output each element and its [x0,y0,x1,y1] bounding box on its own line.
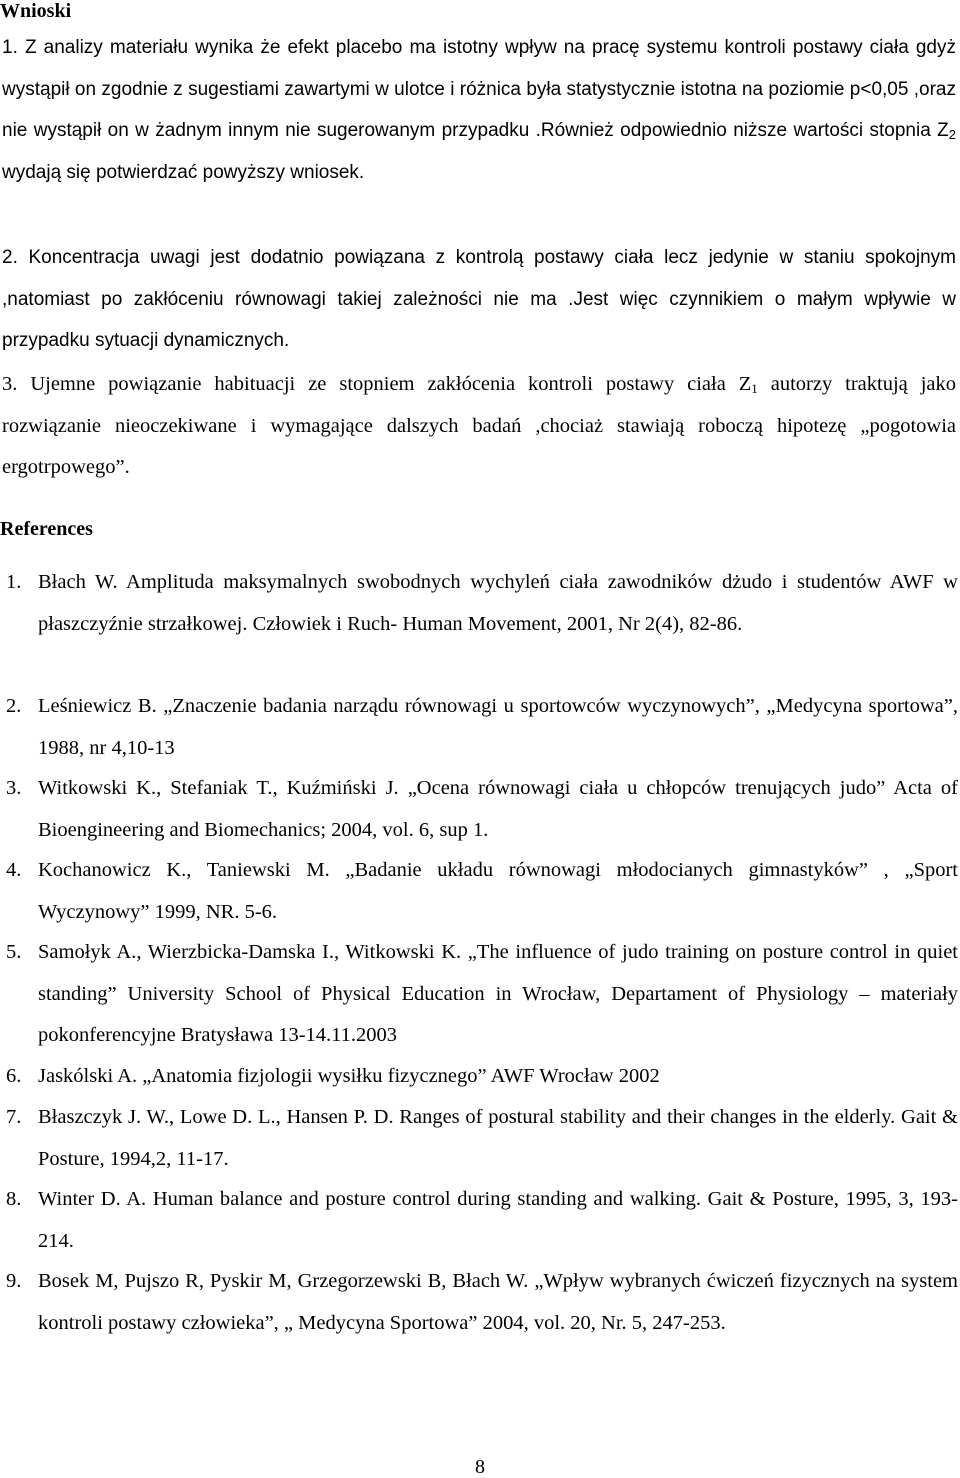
reference-text: Samołyk A., Wierzbicka-Damska I., Witkowski K. „The influence of judo training on posture control in quiet standing” University School of Physical Education in Wrocław, Departament of Physiology – materiały pokonferencyjne Bratysława 13-14.11.2003 [38,941,958,1046]
conclusion-text: 2. Koncentracja uwagi jest dodatnio powiązana z kontrolą postawy ciała lecz jedynie w staniu spokojnym ,natomiast po zakłóceniu równowagi takiej zależności nie ma .Jest więc czynnikiem o małym wpływie w przypadku sytuacji dynamicznych. [2,247,956,351]
reference-number: 1. [6,571,22,593]
reference-item [6,850,958,933]
reference-text: Winter D. A. Human balance and posture control during standing and walking. Gait & Posture, 1995, 3, 193-214. [38,1188,958,1252]
reference-number: 8. [6,1188,22,1210]
reference-item [6,768,958,851]
conclusions-heading: Wnioski [0,0,72,22]
reference-text: Jaskólski A. „Anatomia fizjologii wysiłku fizycznego” AWF Wrocław 2002 [38,1065,660,1087]
reference-item [6,932,958,1057]
reference-text: Błach W. Amplituda maksymalnych swobodnych wychyleń ciała zawodników dżudo i studentów AWF w płaszczyźnie strzałkowej. Człowiek i Ruch- Human Movement, 2001, Nr 2(4), 82-86. [38,571,958,635]
conclusion-item [2,237,956,362]
reference-item [6,1179,958,1262]
conclusion-item [2,364,956,489]
conclusion-item [2,27,956,193]
reference-number: 4. [6,859,22,881]
reference-number: 6. [6,1065,22,1087]
reference-text: Kochanowicz K., Taniewski M. „Badanie układu równowagi młodocianych gimnastyków” , „Sport Wyczynowy” 1999, NR. 5-6. [38,859,958,923]
conclusion-text: wydają się potwierdzać powyższy wniosek. [2,161,365,183]
subscript: 1 [751,381,758,396]
reference-text: Błaszczyk J. W., Lowe D. L., Hansen P. D. Ranges of postural stability and their changes in the elderly. Gait & Posture, 1994,2, 11-17. [38,1106,958,1170]
reference-number: 5. [6,941,22,963]
reference-text: Bosek M, Pujszo R, Pyskir M, Grzegorzewski B, Błach W. „Wpływ wybranych ćwiczeń fizycznych na system kontroli postawy człowieka”, „ Medycyna Sportowa” 2004, vol. 20, Nr. 5, 247-253. [38,1270,958,1334]
reference-text: Witkowski K., Stefaniak T., Kuźmiński J. „Ocena równowagi ciała u chłopców trenujących judo” Acta of Bioengineering and Biomechanics; 2004, vol. 6, sup 1. [38,777,958,841]
reference-number: 3. [6,777,22,799]
reference-item [6,562,958,645]
conclusion-text: autorzy traktują jako rozwiązanie nieoczekiwane i wymagające dalszych badań ,chociaż stawiają roboczą hipotezę „pogotowia ergotrpowego”. [2,373,956,478]
reference-number: 7. [6,1106,22,1128]
reference-item [6,1261,958,1344]
page-number: 8 [475,1456,485,1478]
reference-item [6,1056,958,1098]
reference-item [6,686,958,769]
subscript: 2 [948,127,956,142]
reference-item [6,1097,958,1180]
conclusion-text: 3. Ujemne powiązanie habituacji ze stopniem zakłócenia kontroli postawy ciała Z [2,373,752,395]
reference-text: Leśniewicz B. „Znaczenie badania narządu równowagi u sportowców wyczynowych”, „Medycyna sportowa”, 1988, nr 4,10-13 [38,695,958,759]
references-heading: References [0,518,93,540]
reference-number: 9. [6,1270,22,1292]
conclusion-text: 1. Z analizy materiału wynika że efekt placebo ma istotny wpływ na pracę systemu kontroli postawy ciała gdyż wystąpił on zgodnie z sugestiami zawartymi w ulotce i różnica była statystycznie istotna na poziomie p<0,05 ,oraz nie wystąpił on w żadnym innym nie sugerowanym przypadku .Również odpowiednio niższe wartości stopnia Z [2,37,956,141]
reference-number: 2. [6,695,22,717]
